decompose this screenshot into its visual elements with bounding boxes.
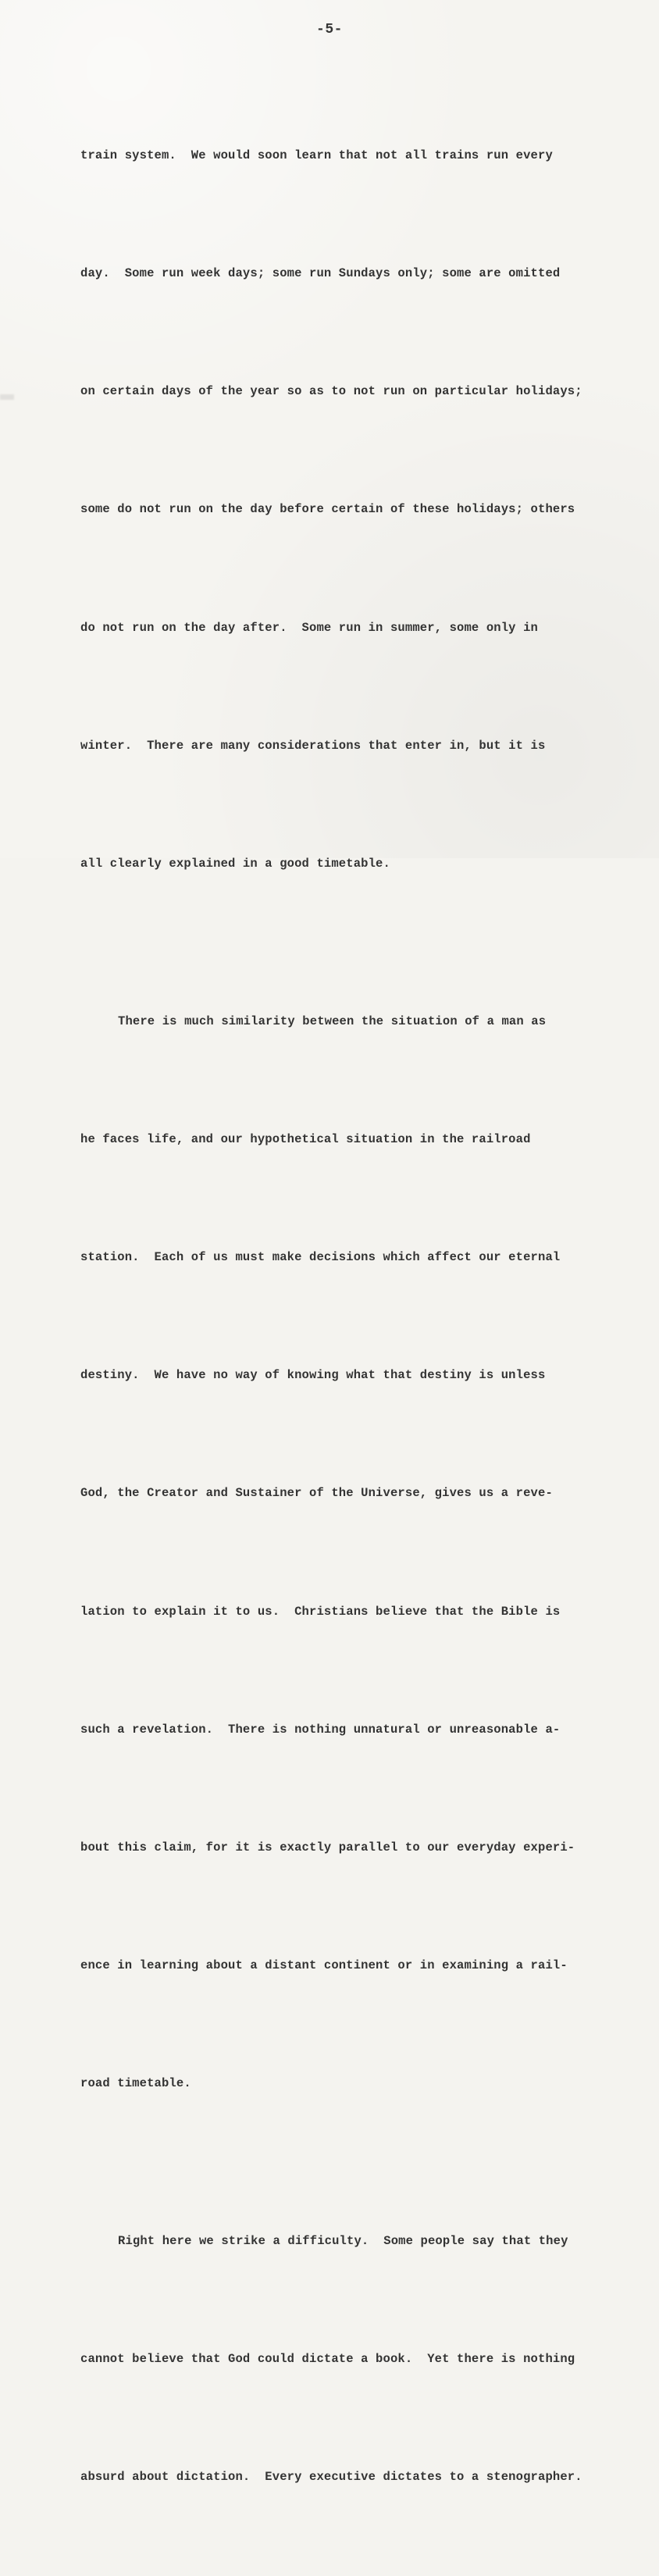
- paragraph-2-line-2: he faces life, and our hypothetical situation in the railroad: [80, 1131, 531, 1146]
- paragraph-1-line-3: on certain days of the year so as to not run on particular holidays;: [80, 384, 582, 399]
- paragraph-1-line-4: some do not run on the day before certain of these holidays; others: [80, 502, 575, 517]
- paragraph-1-line-1: train system. We would soon learn that not all trains run every: [80, 148, 553, 162]
- paragraph-3-line-3: absurd about dictation. Every executive dictates to a stenographer.: [80, 2470, 582, 2485]
- paragraph-2-line-9: ence in learning about a distant continent or in examining a rail-: [80, 1958, 568, 1973]
- paragraph-3-line-2: cannot believe that God could dictate a book. Yet there is nothing: [80, 2352, 575, 2367]
- paragraph-2-line-7: such a revelation. There is nothing unnatural or unreasonable a-: [80, 1722, 561, 1737]
- paragraph-1-line-5: do not run on the day after. Some run in summer, some only in: [80, 620, 538, 635]
- page-number: -5-: [316, 22, 343, 37]
- paragraph-1-line-7: all clearly explained in a good timetable.: [80, 857, 390, 871]
- paragraph-2-line-1: There is much similarity between the situation of a man as: [118, 1014, 547, 1028]
- scan-artifact: [0, 394, 14, 400]
- paragraph-2-line-6: lation to explain it to us. Christians believe that the Bible is: [80, 1604, 561, 1619]
- paragraph-2-line-10: road timetable.: [80, 2076, 191, 2091]
- paragraph-3-line-1: Right here we strike a difficulty. Some people say that they: [118, 2234, 568, 2249]
- paragraph-2-line-4: destiny. We have no way of knowing what that destiny is unless: [80, 1368, 546, 1383]
- paragraph-1-line-6: winter. There are many considerations that enter in, but it is: [80, 738, 546, 753]
- paragraph-1-line-2: day. Some run week days; some run Sundays only; some are omitted: [80, 266, 561, 281]
- paragraph-2-line-8: bout this claim, for it is exactly parallel to our everyday experi-: [80, 1840, 575, 1855]
- document-body: [80, 57, 619, 2576]
- paragraph-2-line-3: station. Each of us must make decisions which affect our eternal: [80, 1250, 561, 1265]
- paragraph-2-line-5: God, the Creator and Sustainer of the Universe, gives us a reve-: [80, 1486, 553, 1501]
